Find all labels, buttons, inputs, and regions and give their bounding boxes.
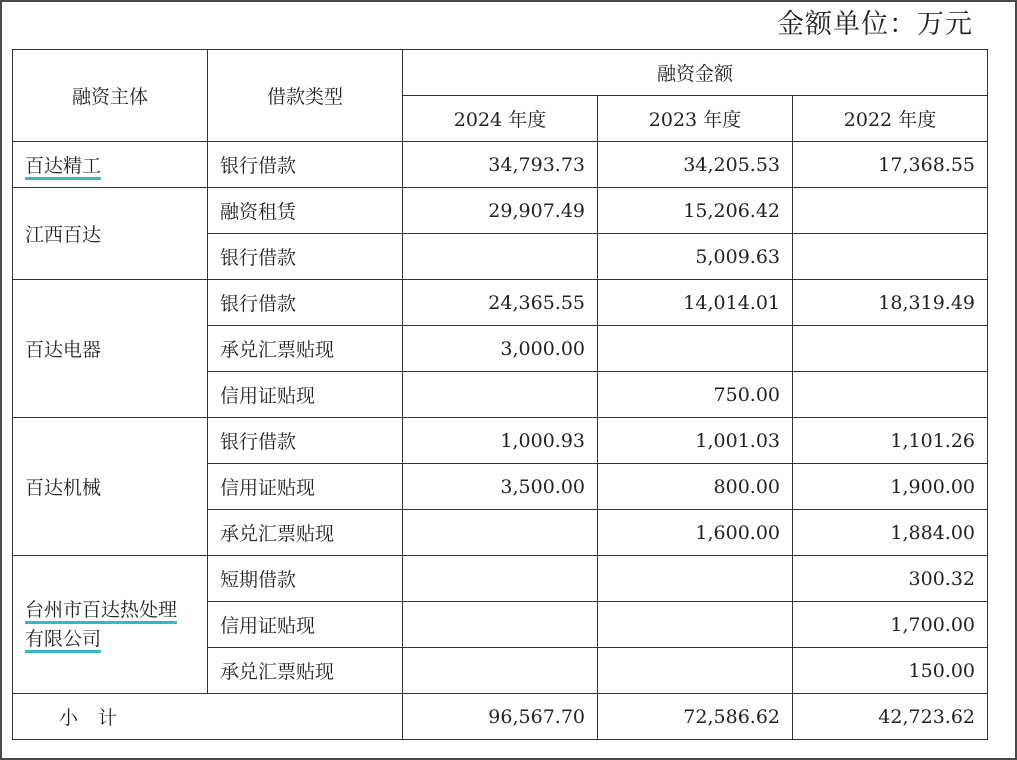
entity-name: 台州市百达热处理 (25, 599, 177, 624)
amount-cell-2024 (403, 556, 598, 602)
amount-cell-2023: 14,014.01 (598, 280, 793, 326)
amount-cell-2022: 150.00 (793, 648, 988, 694)
table-row (13, 556, 988, 602)
amount-cell-2023 (598, 602, 793, 648)
amount-cell-2022: 18,319.49 (793, 280, 988, 326)
entity-name: 百达电器 (25, 339, 102, 361)
entity-cell (13, 188, 208, 280)
amount-cell-2024: 3,000.00 (403, 326, 598, 372)
loan-type-cell: 融资租赁 (208, 188, 403, 234)
table-row (13, 142, 988, 188)
amount-cell-2024: 34,793.73 (403, 142, 598, 188)
loan-type-cell: 承兑汇票贴现 (208, 648, 403, 694)
amount-cell-2023: 750.00 (598, 372, 793, 418)
loan-type-cell: 信用证贴现 (208, 372, 403, 418)
amount-cell-2024: 29,907.49 (403, 188, 598, 234)
amount-cell-2024 (403, 372, 598, 418)
amount-cell-2024: 3,500.00 (403, 464, 598, 510)
subtotal-2023: 72,586.62 (598, 694, 793, 740)
loan-type-cell: 银行借款 (208, 234, 403, 280)
loan-type-cell: 承兑汇票贴现 (208, 510, 403, 556)
amount-cell-2022: 1,101.26 (793, 418, 988, 464)
amount-cell-2023: 800.00 (598, 464, 793, 510)
amount-cell-2023: 15,206.42 (598, 188, 793, 234)
amount-cell-2022 (793, 188, 988, 234)
entity-name: 百达精工 (25, 155, 101, 180)
loan-type-cell: 银行借款 (208, 280, 403, 326)
financing-table (12, 49, 988, 740)
amount-cell-2022: 1,900.00 (793, 464, 988, 510)
amount-cell-2024 (403, 510, 598, 556)
subtotal-2022: 42,723.62 (793, 694, 988, 740)
table-row (13, 188, 988, 234)
amount-cell-2023: 5,009.63 (598, 234, 793, 280)
amount-cell-2023: 34,205.53 (598, 142, 793, 188)
amount-cell-2023 (598, 556, 793, 602)
loan-type-cell: 短期借款 (208, 556, 403, 602)
amount-cell-2023 (598, 648, 793, 694)
header-year-2022: 2022 年度 (793, 96, 988, 142)
header-loan-type: 借款类型 (208, 50, 403, 142)
loan-type-cell: 银行借款 (208, 418, 403, 464)
entity-cell (13, 280, 208, 418)
entity-cell (13, 142, 208, 188)
entity-name: 有限公司 (25, 628, 101, 653)
loan-type-cell: 信用证贴现 (208, 464, 403, 510)
header-entity: 融资主体 (13, 50, 208, 142)
amount-cell-2022 (793, 372, 988, 418)
amount-cell-2022: 1,884.00 (793, 510, 988, 556)
amount-cell-2024 (403, 648, 598, 694)
amount-cell-2022 (793, 326, 988, 372)
header-year-2023: 2023 年度 (598, 96, 793, 142)
entity-cell (13, 556, 208, 694)
amount-cell-2024 (403, 602, 598, 648)
amount-cell-2022 (793, 234, 988, 280)
entity-cell (13, 418, 208, 556)
entity-name: 江西百达 (25, 224, 102, 246)
amount-cell-2023 (598, 326, 793, 372)
amount-cell-2022: 300.32 (793, 556, 988, 602)
loan-type-cell: 承兑汇票贴现 (208, 326, 403, 372)
amount-cell-2024: 1,000.93 (403, 418, 598, 464)
table-body (13, 142, 988, 694)
subtotal-2024: 96,567.70 (403, 694, 598, 740)
amount-cell-2024 (403, 234, 598, 280)
subtotal-row (13, 694, 988, 740)
table-row (13, 280, 988, 326)
unit-label: 金额单位：万元 (777, 9, 973, 40)
table-row (13, 418, 988, 464)
header-year-2024: 2024 年度 (403, 96, 598, 142)
entity-name: 百达机械 (25, 477, 102, 499)
amount-cell-2022: 1,700.00 (793, 602, 988, 648)
header-amount: 融资金额 (403, 50, 988, 96)
amount-cell-2023: 1,001.03 (598, 418, 793, 464)
subtotal-label: 小计 (13, 694, 403, 740)
loan-type-cell: 银行借款 (208, 142, 403, 188)
amount-cell-2024: 24,365.55 (403, 280, 598, 326)
loan-type-cell: 信用证贴现 (208, 602, 403, 648)
amount-cell-2023: 1,600.00 (598, 510, 793, 556)
amount-cell-2022: 17,368.55 (793, 142, 988, 188)
